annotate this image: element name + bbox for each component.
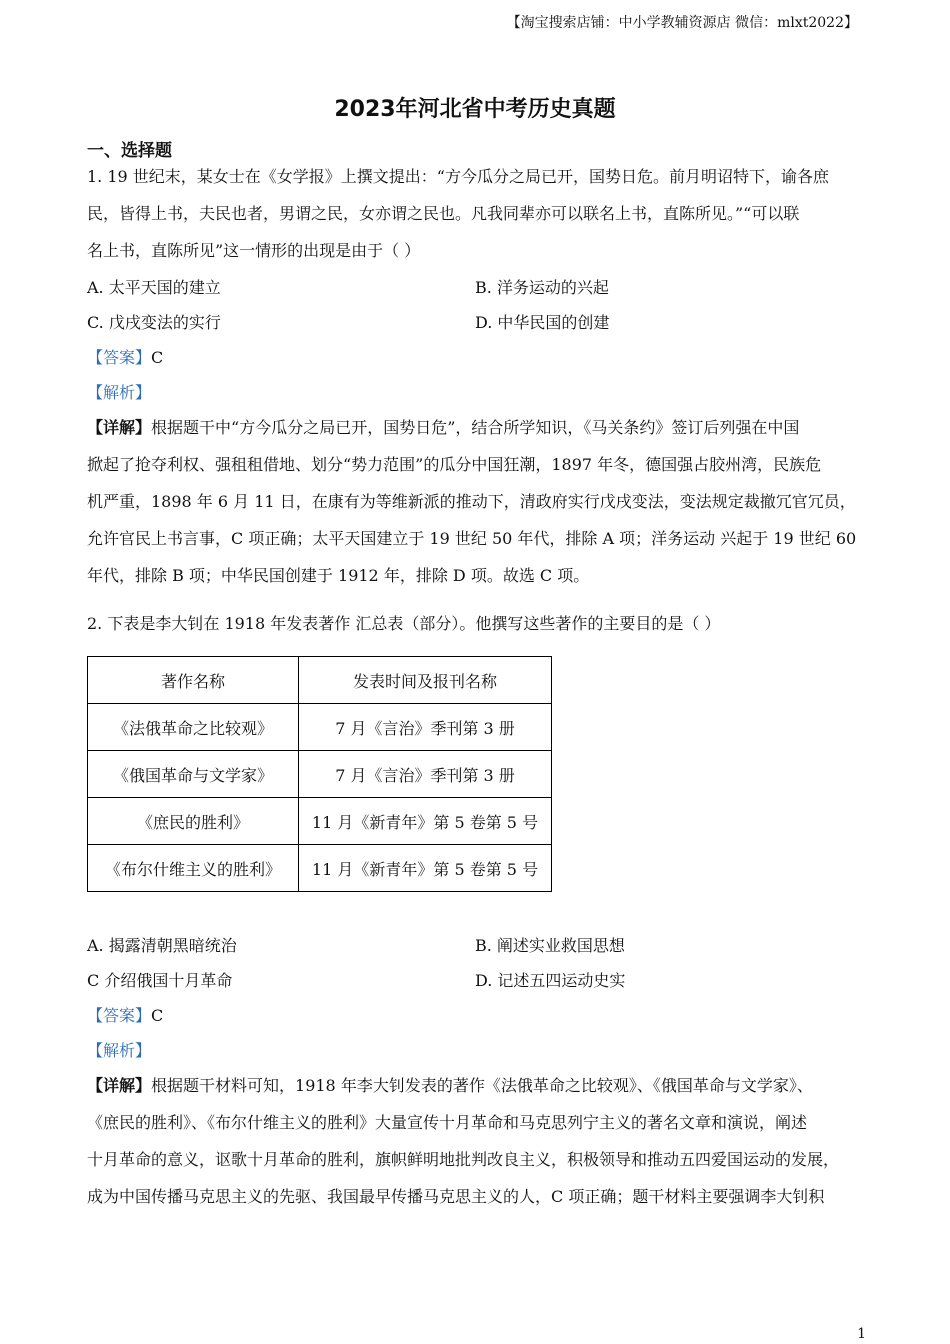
q2-answer-value: C: [151, 1006, 164, 1025]
q2-detail-line-1: [87, 1073, 813, 1096]
q1-option-c: C. 戊戌变法的实行: [87, 313, 221, 332]
q1-answer-value: C: [151, 348, 164, 367]
q1-detail-line-1: [87, 415, 799, 438]
q1-option-b: B. 洋务运动的兴起: [475, 278, 609, 297]
table-cell-publication: 11 月《新青年》第 5 卷第 5 号: [299, 798, 552, 845]
table-row: [88, 798, 552, 845]
q1-answer-tag: 【答案】: [87, 348, 152, 367]
table-cell-publication: 7 月《言治》季刊第 3 册: [299, 751, 552, 798]
table-row: [88, 845, 552, 892]
table-header-cell: 著作名称: [88, 657, 299, 704]
q2-option-b: B. 阐述实业救国思想: [475, 936, 625, 955]
q1-detail-line-2: 掀起了抢夺利权、强租租借地、划分“势力范围”的瓜分中国狂潮，1897 年冬，德国强占胶州湾，民族危: [87, 455, 822, 474]
q2-detail-line-3: 十月革命的意义，讴歌十月革命的胜利，旗帜鲜明地批判改良主义，积极领导和推动五四爱国运动的发展，: [87, 1150, 840, 1169]
q1-detail-text-1: 根据题干中“方今瓜分之局已开，国势日危”，结合所学知识，《马关条约》签订后列强在中国: [151, 418, 800, 437]
table-row: [88, 751, 552, 798]
header-note: 【淘宝搜索店铺：中小学教辅资源店 微信：mlxt2022】: [506, 15, 858, 31]
q2-stem: 2. 下表是李大钊在 1918 年发表著作 汇总表（部分）。他撰写这些著作的主要目的是（ ）: [87, 614, 721, 633]
table-cell-work: 《法俄革命之比较观》: [88, 704, 299, 751]
q1-stem-line-1: 1. 19 世纪末，某女士在《女学报》上撰文提出：“方今瓜分之局已开，国势日危。前月明诏特下，谕各庶: [87, 167, 829, 186]
page-title: 2023年河北省中考历史真题: [334, 97, 616, 122]
q1-stem-line-2: 民，皆得上书，夫民也者，男谓之民，女亦谓之民也。凡我同辈亦可以联名上书，直陈所见。”“可以联: [87, 204, 800, 223]
q2-detail-tag: 【详解】: [87, 1076, 152, 1095]
table-header-cell: 发表时间及报刊名称: [299, 657, 552, 704]
q2-answer-tag: 【答案】: [87, 1006, 152, 1025]
q2-option-a: A. 揭露清朝黑暗统治: [87, 936, 237, 955]
table-cell-publication: 11 月《新青年》第 5 卷第 5 号: [299, 845, 552, 892]
q2-detail-text-1: 根据题干材料可知，1918 年李大钊发表的著作《法俄革命之比较观》、《俄国革命与文学家》、: [151, 1076, 813, 1095]
table-cell-work: 《布尔什维主义的胜利》: [88, 845, 299, 892]
q2-option-d: D. 记述五四运动史实: [475, 971, 626, 990]
q2-analysis-tag: 【解析】: [87, 1041, 152, 1060]
q2-detail-line-4: 成为中国传播马克思主义的先驱、我国最早传播马克思主义的人，C 项正确；题干材料主要强调李大钊积: [87, 1187, 825, 1206]
q1-stem-line-3: 名上书，直陈所见”这一情形的出现是由于（ ）: [87, 241, 421, 260]
q1-detail-tag: 【详解】: [87, 418, 152, 437]
q2-option-c: C 介绍俄国十月革命: [87, 971, 233, 990]
q1-answer: [87, 345, 163, 368]
q1-analysis-tag: 【解析】: [87, 383, 152, 402]
table-header-row: [88, 657, 552, 704]
section-title: 一、选择题: [87, 141, 172, 161]
q1-option-a: A. 太平天国的建立: [87, 278, 221, 297]
page-number: 1: [857, 1326, 866, 1342]
q2-detail-line-2: 《庶民的胜利》、《布尔什维主义的胜利》大量宣传十月革命和马克思列宁主义的著名文章和演说，阐述: [87, 1113, 808, 1132]
works-table: [87, 656, 552, 892]
q1-detail-line-5: 年代，排除 B 项；中华民国创建于 1912 年，排除 D 项。故选 C 项。: [87, 566, 590, 585]
q1-detail-line-4: 允许官民上书言事，C 项正确；太平天国建立于 19 世纪 50 年代，排除 A 项；洋务运动 兴起于 19 世纪 60: [87, 529, 857, 548]
table-cell-work: 《庶民的胜利》: [88, 798, 299, 845]
q1-option-d: D. 中华民国的创建: [475, 313, 610, 332]
table-cell-publication: 7 月《言治》季刊第 3 册: [299, 704, 552, 751]
table-row: [88, 704, 552, 751]
table-cell-work: 《俄国革命与文学家》: [88, 751, 299, 798]
q1-detail-line-3: 机严重，1898 年 6 月 11 日，在康有为等维新派的推动下，清政府实行戊戌变法，变法规定裁撤冗官冗员，: [87, 492, 856, 511]
q2-answer: [87, 1003, 163, 1026]
